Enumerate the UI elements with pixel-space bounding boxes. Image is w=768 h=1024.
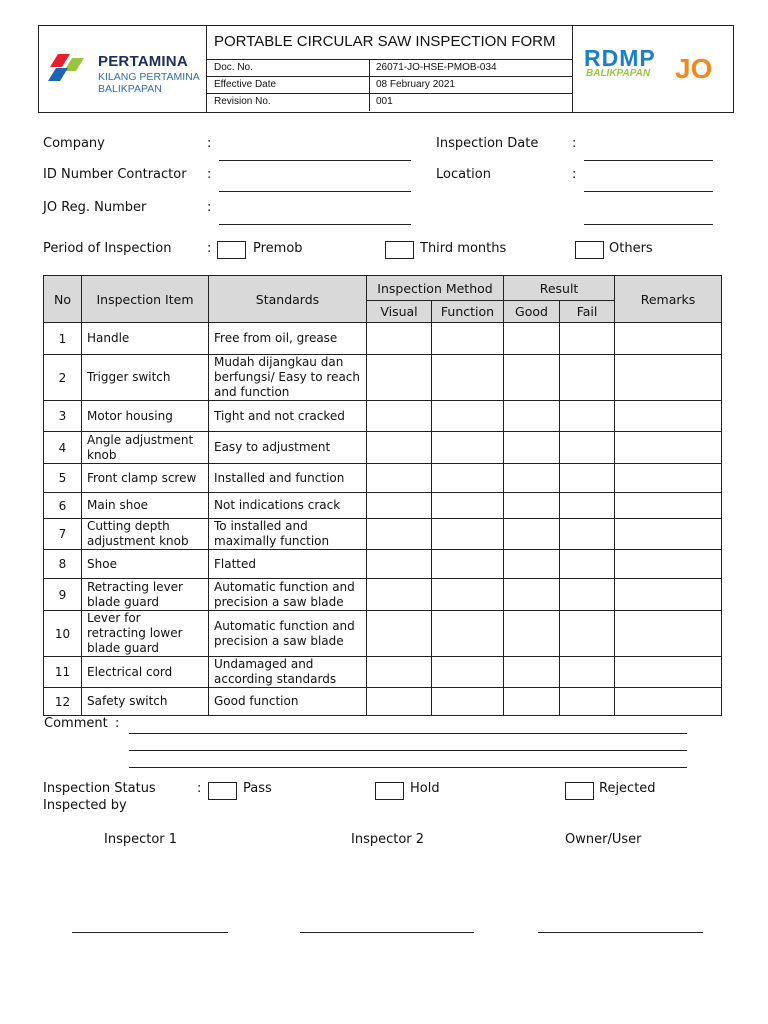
inspector-2-signature-line[interactable] (300, 932, 474, 933)
remarks-cell[interactable] (615, 611, 722, 657)
header-standards: Standards (209, 276, 367, 323)
table-row (44, 611, 722, 657)
fail-cell[interactable] (560, 611, 615, 657)
inspection-item: Trigger switch (82, 355, 209, 401)
row-number: 12 (44, 688, 82, 716)
jo-reg-label: JO Reg. Number (43, 200, 147, 215)
table-row (44, 401, 722, 432)
function-cell[interactable] (432, 493, 504, 519)
remarks-cell[interactable] (615, 401, 722, 432)
owner-user-signature-line[interactable] (538, 932, 703, 933)
table-row (44, 519, 722, 550)
good-cell[interactable] (504, 657, 560, 688)
header-no: No (44, 276, 82, 323)
fail-cell[interactable] (560, 401, 615, 432)
remarks-cell[interactable] (615, 550, 722, 579)
inspection-item: Motor housing (82, 401, 209, 432)
remarks-cell[interactable] (615, 579, 722, 611)
standard: Tight and not cracked (209, 401, 367, 432)
good-cell[interactable] (504, 688, 560, 716)
row-number: 11 (44, 657, 82, 688)
function-cell[interactable] (432, 657, 504, 688)
remarks-cell[interactable] (615, 519, 722, 550)
function-cell[interactable] (432, 519, 504, 550)
extra-field[interactable] (584, 224, 713, 225)
visual-cell[interactable] (367, 401, 432, 432)
header-fail: Fail (560, 301, 615, 323)
doc-no-value: 26071-JO-HSE-PMOB-034 (376, 62, 497, 73)
others-label: Others (609, 241, 653, 256)
form-title: PORTABLE CIRCULAR SAW INSPECTION FORM (207, 25, 572, 60)
fail-cell[interactable] (560, 688, 615, 716)
table-row (44, 355, 722, 401)
location-label: Location (436, 167, 491, 182)
hold-label: Hold (410, 781, 440, 796)
function-cell[interactable] (432, 323, 504, 355)
standard: Flatted (209, 550, 367, 579)
header-inspection-item: Inspection Item (82, 276, 209, 323)
visual-cell[interactable] (367, 657, 432, 688)
function-cell[interactable] (432, 579, 504, 611)
remarks-cell[interactable] (615, 688, 722, 716)
good-cell[interactable] (504, 493, 560, 519)
inspection-item: Main shoe (82, 493, 209, 519)
inspector-2-label: Inspector 2 (351, 832, 425, 847)
visual-cell[interactable] (367, 464, 432, 493)
inspection-date-label: Inspection Date (436, 136, 539, 151)
pass-checkbox[interactable] (208, 782, 237, 800)
inspection-status-label: Inspection Status (43, 781, 156, 796)
inspection-item: Shoe (82, 550, 209, 579)
id-contractor-label: ID Number Contractor (43, 167, 187, 182)
fail-cell[interactable] (560, 323, 615, 355)
table-row (44, 323, 722, 355)
function-cell[interactable] (432, 688, 504, 716)
inspection-item: Electrical cord (82, 657, 209, 688)
good-cell[interactable] (504, 464, 560, 493)
company-label: Company (43, 136, 105, 151)
inspection-date-colon: : (572, 136, 577, 151)
row-number: 7 (44, 519, 82, 550)
row-number: 10 (44, 611, 82, 657)
table-row (44, 464, 722, 493)
standard: Undamaged and according standards (209, 657, 367, 688)
effective-date-label: Effective Date (214, 79, 277, 90)
pertamina-logo-name: PERTAMINA (98, 53, 188, 70)
company-field[interactable] (219, 160, 411, 161)
location-field[interactable] (584, 191, 713, 192)
inspection-item: Cutting depth adjustment knob (82, 519, 209, 550)
visual-cell[interactable] (367, 432, 432, 464)
inspection-date-field[interactable] (584, 160, 713, 161)
header-result: Result (504, 276, 615, 301)
standard: Not indications crack (209, 493, 367, 519)
visual-cell[interactable] (367, 323, 432, 355)
good-cell[interactable] (504, 611, 560, 657)
table-row (44, 579, 722, 611)
function-cell[interactable] (432, 464, 504, 493)
table-row (44, 657, 722, 688)
pertamina-logo-sub1: KILANG PERTAMINA (98, 71, 200, 83)
inspection-item: Lever for retracting lower blade guard (82, 611, 209, 657)
header-good: Good (504, 301, 560, 323)
pass-label: Pass (243, 781, 272, 796)
header-visual: Visual (367, 301, 432, 323)
table-row (44, 688, 722, 716)
table-row (44, 432, 722, 464)
row-number: 3 (44, 401, 82, 432)
inspection-item: Front clamp screw (82, 464, 209, 493)
remarks-cell[interactable] (615, 355, 722, 401)
header-function: Function (432, 301, 504, 323)
header-remarks: Remarks (615, 276, 722, 323)
fail-cell[interactable] (560, 550, 615, 579)
good-cell[interactable] (504, 432, 560, 464)
doc-no-row (207, 60, 572, 77)
visual-cell[interactable] (367, 493, 432, 519)
inspector-1-signature-line[interactable] (72, 932, 228, 933)
premob-label: Premob (253, 241, 303, 256)
visual-cell[interactable] (367, 579, 432, 611)
inspection-item: Retracting lever blade guard (82, 579, 209, 611)
revision-value: 001 (376, 96, 393, 107)
fail-cell[interactable] (560, 493, 615, 519)
remarks-cell[interactable] (615, 493, 722, 519)
standard: Free from oil, grease (209, 323, 367, 355)
comment-colon: : (115, 716, 120, 731)
jo-reg-field[interactable] (219, 224, 411, 225)
comment-line-2[interactable] (129, 750, 687, 751)
third-months-label: Third months (420, 241, 507, 256)
function-cell[interactable] (432, 432, 504, 464)
function-cell[interactable] (432, 611, 504, 657)
standard: Good function (209, 688, 367, 716)
fail-cell[interactable] (560, 519, 615, 550)
standard: Easy to adjustment (209, 432, 367, 464)
comment-line-3[interactable] (129, 767, 687, 768)
period-colon: : (207, 241, 212, 256)
function-cell[interactable] (432, 550, 504, 579)
table-row (44, 493, 722, 519)
remarks-cell[interactable] (615, 657, 722, 688)
inspector-1-label: Inspector 1 (104, 832, 178, 847)
good-cell[interactable] (504, 401, 560, 432)
good-cell[interactable] (504, 579, 560, 611)
visual-cell[interactable] (367, 611, 432, 657)
inspection-item: Handle (82, 323, 209, 355)
standard: Automatic function and precision a saw blade (209, 579, 367, 611)
row-number: 9 (44, 579, 82, 611)
revision-label: Revision No. (214, 96, 271, 107)
row-number: 1 (44, 323, 82, 355)
comment-line-1[interactable] (129, 733, 687, 734)
revision-row (207, 94, 572, 111)
row-number: 4 (44, 432, 82, 464)
remarks-cell[interactable] (615, 432, 722, 464)
others-checkbox[interactable] (575, 241, 604, 259)
visual-cell[interactable] (367, 550, 432, 579)
row-number: 6 (44, 493, 82, 519)
effective-date-row (207, 77, 572, 94)
good-cell[interactable] (504, 355, 560, 401)
pertamina-logo-sub2: BALIKPAPAN (98, 83, 162, 95)
fail-cell[interactable] (560, 464, 615, 493)
standard: Mudah dijangkau dan berfungsi/ Easy to reach and function (209, 355, 367, 401)
effective-date-value: 08 February 2021 (376, 79, 455, 90)
third-months-checkbox[interactable] (385, 241, 414, 259)
pertamina-logo-icon (48, 54, 90, 82)
table-row (44, 550, 722, 579)
fail-cell[interactable] (560, 432, 615, 464)
id-contractor-colon: : (207, 167, 212, 182)
doc-no-label: Doc. No. (214, 62, 253, 73)
company-colon: : (207, 136, 212, 151)
owner-user-label: Owner/User (565, 832, 642, 847)
standard: Automatic function and precision a saw blade (209, 611, 367, 657)
rejected-checkbox[interactable] (565, 782, 594, 800)
rejected-label: Rejected (599, 781, 656, 796)
jo-logo-text: JO (675, 53, 713, 84)
inspection-item: Angle adjustment knob (82, 432, 209, 464)
remarks-cell[interactable] (615, 323, 722, 355)
inspection-table (43, 275, 722, 716)
visual-cell[interactable] (367, 688, 432, 716)
rdmp-logo-text: RDMP (584, 45, 656, 71)
period-label: Period of Inspection (43, 241, 172, 256)
good-cell[interactable] (504, 519, 560, 550)
location-colon: : (572, 167, 577, 182)
good-cell[interactable] (504, 550, 560, 579)
comment-label: Comment (44, 716, 108, 731)
fail-cell[interactable] (560, 657, 615, 688)
fail-cell[interactable] (560, 579, 615, 611)
id-contractor-field[interactable] (219, 191, 411, 192)
function-cell[interactable] (432, 401, 504, 432)
inspection-status-colon: : (197, 781, 202, 796)
pertamina-logo-subtitle (98, 71, 200, 95)
visual-cell[interactable] (367, 519, 432, 550)
hold-checkbox[interactable] (375, 782, 404, 800)
rdmp-logo-subtext: BALIKPAPAN (586, 68, 651, 79)
row-number: 5 (44, 464, 82, 493)
good-cell[interactable] (504, 323, 560, 355)
inspected-by-label: Inspected by (43, 798, 127, 813)
remarks-cell[interactable] (615, 464, 722, 493)
inspection-item: Safety switch (82, 688, 209, 716)
standard: Installed and function (209, 464, 367, 493)
function-cell[interactable] (432, 355, 504, 401)
row-number: 2 (44, 355, 82, 401)
standard: To installed and maximally function (209, 519, 367, 550)
fail-cell[interactable] (560, 355, 615, 401)
visual-cell[interactable] (367, 355, 432, 401)
header-inspection-method: Inspection Method (367, 276, 504, 301)
row-number: 8 (44, 550, 82, 579)
premob-checkbox[interactable] (217, 241, 246, 259)
jo-reg-colon: : (207, 200, 212, 215)
